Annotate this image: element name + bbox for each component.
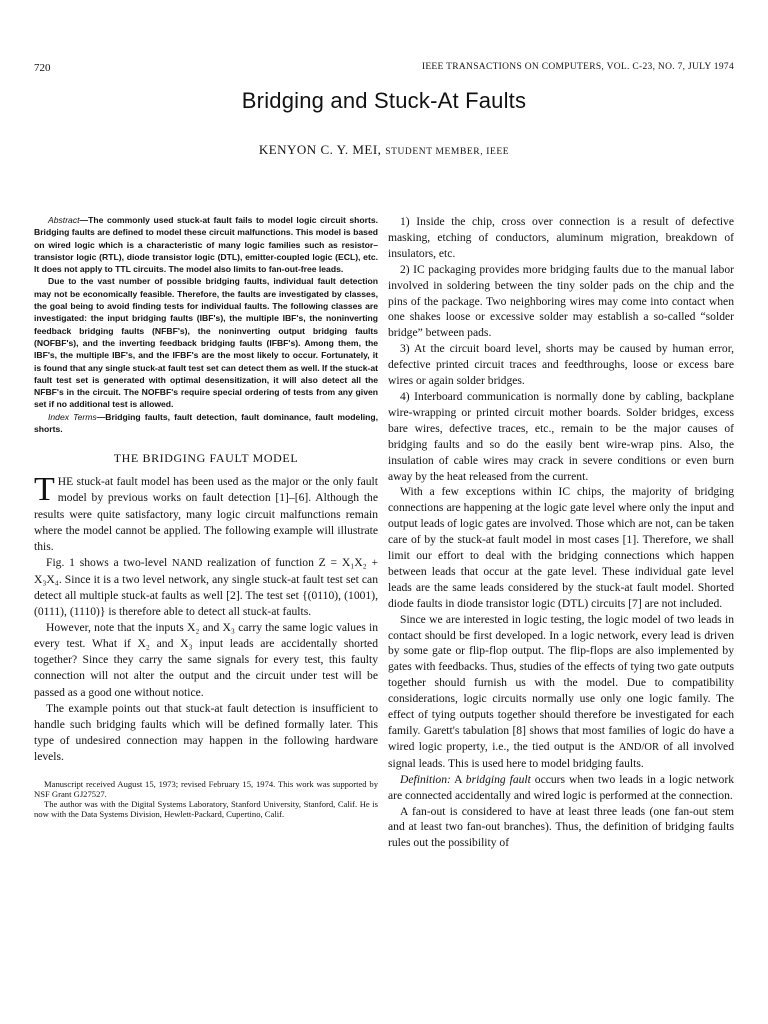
index-terms-text: —Bridging faults, fault detection, fault dominance, fault modeling, shorts. bbox=[34, 411, 378, 435]
bridging-fault-term: bridging fault bbox=[465, 772, 531, 786]
definition-a: A bbox=[450, 772, 466, 786]
section-body bbox=[34, 471, 378, 765]
abstract-paragraph-1: —The commonly used stuck-at fault fails to model logic circuit shorts. Bridging faults are defined to model these circuit malfunctions. This model is based on wired logic which is a characteristic of many logic families such as resistor–transistor logic (RTL), diode transistor logic (DTL), emitter-coupled logic (ECL), etc. It does not apply to TTL circuits. The model also limits to fan-out-free leads. bbox=[34, 215, 378, 275]
body-paragraph-2-b: realization of function Z = X₁X₂ + X₃X₄. Since it is a two level network, any single stuck-at fault test set can detect all multiple stuck-at faults as well [2]. The test set {(0110), (1001), (0111), (1110)} is therefore able to detect all stuck-at faults. bbox=[34, 555, 378, 619]
footnote-author: The author was with the Digital Systems Laboratory, Stanford University, Stanford, Calif. He is now with the Data Systems Division, Hewlett-Packard, Cupertino, Calif. bbox=[34, 799, 378, 820]
index-terms-label: Index Terms bbox=[48, 411, 97, 422]
author-affiliation: STUDENT MEMBER, IEEE bbox=[385, 147, 510, 157]
right-paragraph-8: A fan-out is considered to have at least three leads (one fan-out stem and at least two fan-out branches). Thus, the definition of bridging faults rules out the possibility of bbox=[388, 804, 734, 850]
definition-label: Definition: bbox=[400, 772, 451, 786]
body-paragraph-3: However, note that the inputs X₂ and X₃ carry the same logic values in every test. What if X₂ and X₃ input leads are accidentally shorted together? Since they carry the same signals for every test, this faulty connection will not alter the output and the circuit under test will be passed as a good one without notice. bbox=[34, 621, 378, 699]
right-paragraph-2: 2) IC packaging provides more bridging faults due to the manual labor involved in soldering between the tiny solder pads on the chip and the pins of the package. Two neighboring wires may come into contact when one shakes loose or excessive solder may establish a so-called “solder bridge” between pads. bbox=[388, 262, 734, 340]
nand-term: NAND bbox=[171, 557, 203, 569]
right-paragraph-5: With a few exceptions within IC chips, the majority of bridging connections are happening at the logic gate level where only the input and output leads of logic gates are involved. Those which are not, can be taken care of by the stuck-at fault model in most cases [1]. Therefore, we shall limit our effort to deal with the bridging connections which happen between leads that occur at the gate level. These individual gate level leads are the same leads considered by the stuck-at fault model. Shorted diode faults in diode transistor logic (DTL) circuits [7] are not included. bbox=[388, 485, 734, 610]
page-number: 720 bbox=[34, 62, 51, 74]
right-column bbox=[388, 214, 734, 851]
byline bbox=[0, 142, 768, 158]
footnote-manuscript: Manuscript received August 15, 1973; revised February 15, 1974. This work was supported by NSF Grant GJ27527. bbox=[34, 779, 378, 800]
and-or-term: AND/OR bbox=[618, 741, 659, 753]
right-paragraph-6-b: of all involved signal leads. This is used here to model bridging faults. bbox=[388, 739, 734, 770]
paper-title: Bridging and Stuck-At Faults bbox=[241, 88, 527, 113]
section-heading: THE BRIDGING FAULT MODEL bbox=[113, 451, 299, 466]
abstract-label: Abstract bbox=[48, 215, 80, 225]
abstract bbox=[34, 214, 378, 435]
running-head: IEEE TRANSACTIONS ON COMPUTERS, VOL. C-23, NO. 7, JULY 1974 bbox=[421, 62, 734, 72]
right-paragraph-1: 1) Inside the chip, cross over connection is a result of defective masking, etching of conductors, aluminum migration, breakdown of insulators, etc. bbox=[388, 215, 734, 260]
right-column-body bbox=[388, 214, 734, 851]
body-paragraph-2-a: Fig. 1 shows a two-level bbox=[46, 555, 172, 569]
drop-cap: T bbox=[34, 471, 55, 509]
body-paragraph-1: HE stuck-at fault model has been used as the major or the only fault model by previous works on fault detection [1]–[6]. Although the results were quite satisfactory, many logic circuit malfunctions remain where the model cannot be applied. The following example will illustrate this. bbox=[34, 475, 378, 553]
author-name: KENYON C. Y. MEI, bbox=[258, 142, 382, 157]
right-paragraph-4: 4) Interboard communication is normally done by cabling, backplane wire-wrapping or printed circuit mother boards. Solder bridges, excess bare wires, defective traces, etc., remain to be the major causes of bridging faults and so do the easily bent wire-wrap pins. Also, the insulation of cable wires may crack in severe conditions or even burn away by the heat released from the current. bbox=[388, 389, 734, 483]
footnote bbox=[34, 779, 378, 819]
right-paragraph-6-a: Since we are interested in logic testing, the logic model of two leads in contact should be first developed. In a logic network, every lead is driven by some gate or flip-flop output. The flip-flops are also implemented by gates with feedbacks. Thus, studies of the effects of tying two gate outputs together should furnish us with the model. Due to compatibility considerations, logic circuits normally use only one logic family. The effect of tying outputs together should therefore be investigated for each family. Garett's tabulation [8] shows that most families of logic do have a wired logic property, i.e., the tied output is the bbox=[388, 612, 734, 753]
left-column bbox=[34, 214, 378, 819]
abstract-paragraph-2: Due to the vast number of possible bridging faults, individual fault detection may not be economically feasible. Therefore, the faults are investigated by classes, the goal being to avoid finding tests for individual faults. The following classes are investigated: the input bridging faults (IBF's), the multiple IBF's, the noninverting feedback bridging faults (NFBF's), the noninverting output bridging faults (NOFBF's), and the inverting feedback bridging faults (IFBF's). Among them, the IBF's, the multiple IBF's, and the IFBF's are the most likely to occur. Fortunately, it is found that any single stuck-at fault test set can detect them as well. If the stuck-at fault test set is generated with optimal desensitization, it will also detect all the NFBF's in the circuit. The NOFBF's require special ordering of tests from any given set if no additional test is allowed. bbox=[34, 276, 378, 410]
right-paragraph-3: 3) At the circuit board level, shorts may be caused by human error, defective printed circuit traces and feedthroughs, loose or excess bare wires or again solder bridges. bbox=[388, 342, 734, 388]
body-paragraph-4: The example points out that stuck-at fault detection is insufficient to handle such bridging faults which will be defined formally later. This type of undesired connection may happen in the following hardware levels. bbox=[34, 701, 378, 763]
definition-b: occurs when two leads in a logic network are connected accidentally and wired logic is performed at the connection. bbox=[388, 772, 734, 802]
